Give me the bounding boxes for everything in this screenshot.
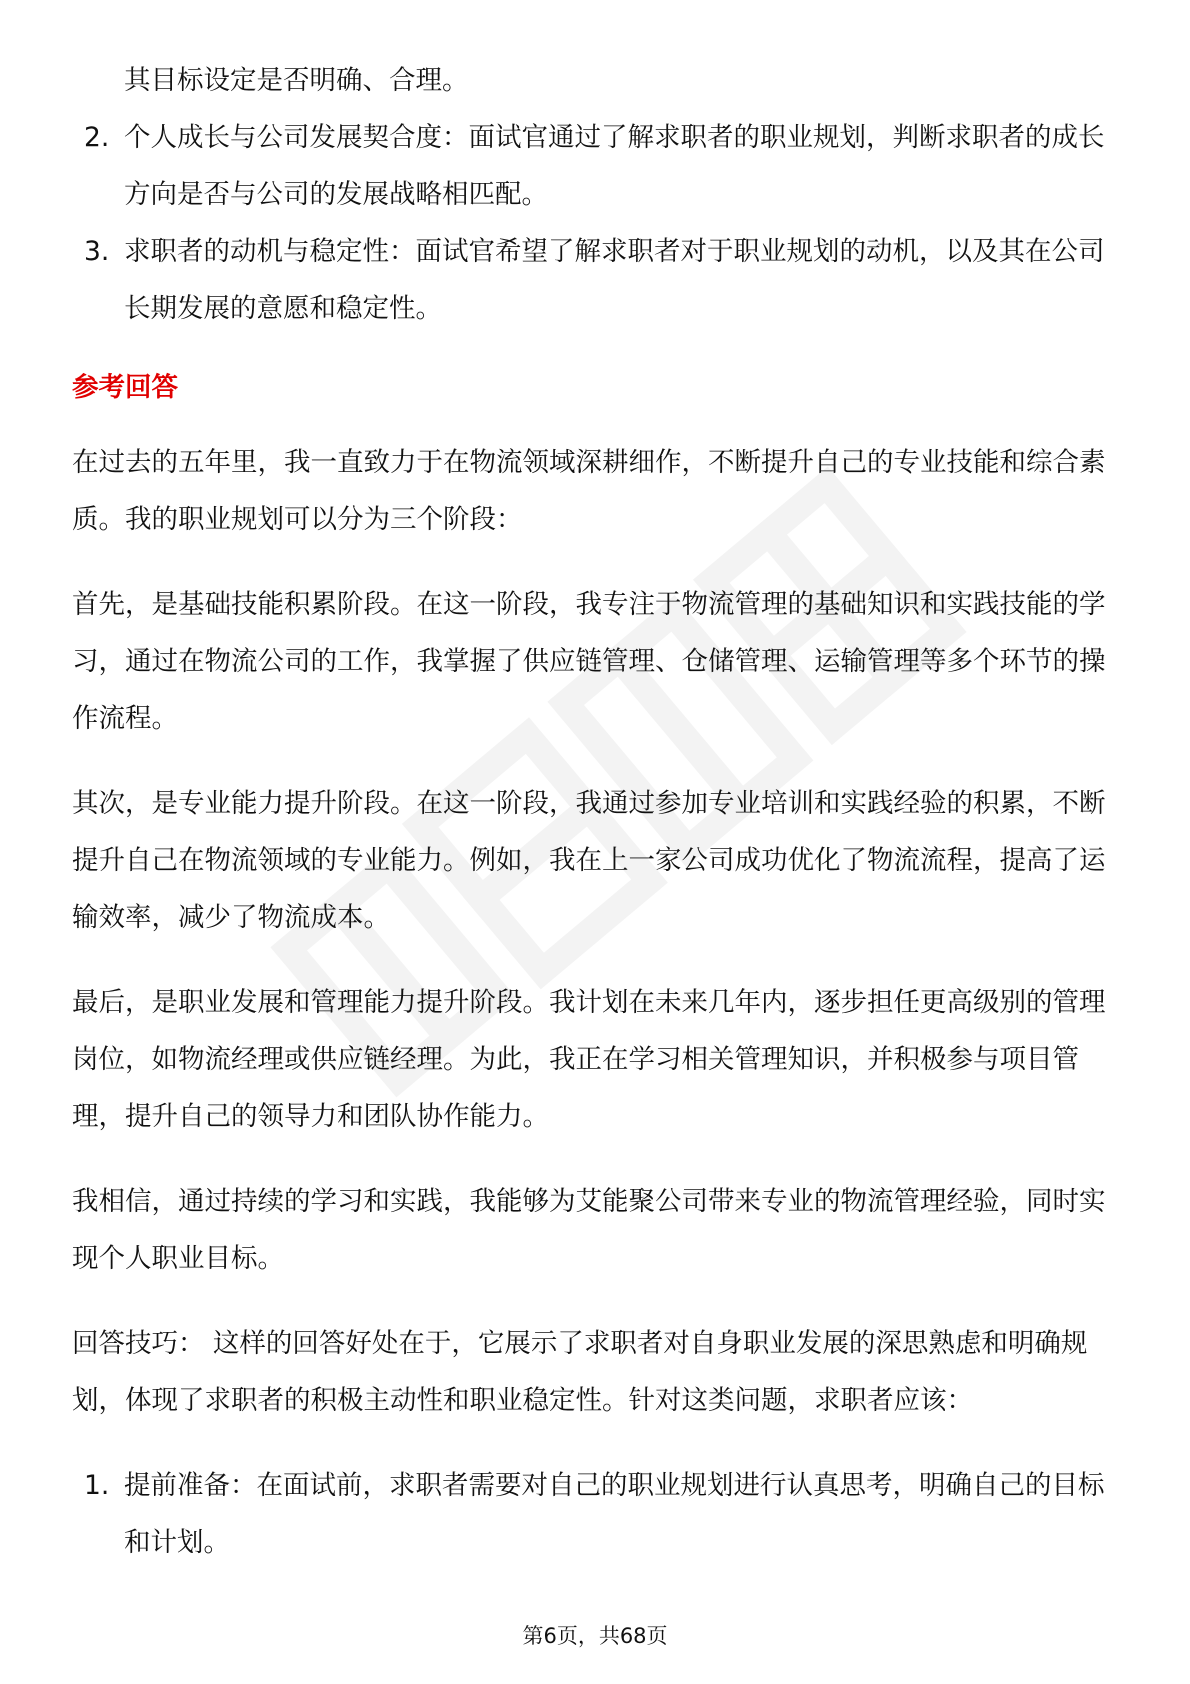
list-item-number: 1. <box>84 1470 110 1501</box>
answer-paragraph: 在过去的五年里，我一直致力于在物流领域深耕细作，不断提升自己的专业技能和综合素质。我的职业规划可以分为三个阶段： <box>72 447 1106 535</box>
list-item <box>72 1457 1122 1571</box>
answer-paragraph: 我相信，通过持续的学习和实践，我能够为艾能聚公司带来专业的物流管理经验，同时实现个人职业目标。 <box>72 1186 1106 1274</box>
section-heading: 参考回答 <box>72 372 178 403</box>
list-item-text: 提前准备：在面试前，求职者需要对自己的职业规划进行认真思考，明确自己的目标和计划。 <box>124 1470 1105 1558</box>
answer-paragraph: 其次，是专业能力提升阶段。在这一阶段，我通过参加专业培训和实践经验的积累，不断提升自己在物流领域的专业能力。例如，我在上一家公司成功优化了物流流程，提高了运输效率，减少了物流成本。 <box>72 788 1106 933</box>
list-item-text: 个人成长与公司发展契合度：面试官通过了解求职者的职业规划，判断求职者的成长方向是否与公司的发展战略相匹配。 <box>124 122 1105 210</box>
list-item-continuation: 其目标设定是否明确、合理。 <box>124 65 469 96</box>
answer-paragraph: 首先，是基础技能积累阶段。在这一阶段，我专注于物流管理的基础知识和实践技能的学习，通过在物流公司的工作，我掌握了供应链管理、仓储管理、运输管理等多个环节的操作流程。 <box>72 589 1106 734</box>
tips-list <box>72 1457 1122 1571</box>
list-item-number: 2. <box>84 122 110 153</box>
list-item-number: 3. <box>84 236 110 267</box>
answer-paragraph: 最后，是职业发展和管理能力提升阶段。我计划在未来几年内，逐步担任更高级别的管理岗位，如物流经理或供应链经理。为此，我正在学习相关管理知识，并积极参与项目管理，提升自己的领导力和团队协作能力。 <box>72 987 1106 1132</box>
list-item <box>72 223 1122 337</box>
evaluation-points-list <box>72 109 1122 337</box>
tips-paragraph: 回答技巧： 这样的回答好处在于，它展示了求职者对自身职业发展的深思熟虑和明确规划，体现了求职者的积极主动性和职业稳定性。针对这类问题，求职者应该： <box>72 1328 1088 1416</box>
page-number: 第6页，共68页 <box>522 1624 668 1648</box>
list-item-text: 求职者的动机与稳定性：面试官希望了解求职者对于职业规划的动机，以及其在公司长期发展的意愿和稳定性。 <box>124 236 1105 324</box>
document-content <box>72 52 1122 1571</box>
list-item <box>72 109 1122 223</box>
